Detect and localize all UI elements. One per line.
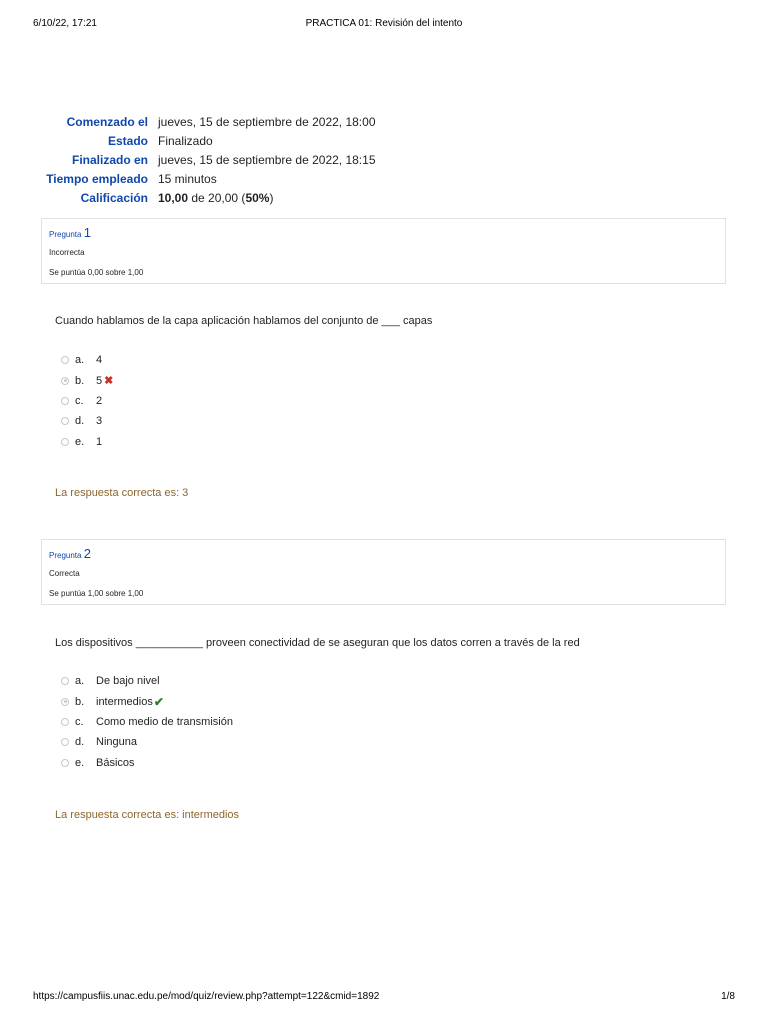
- answer-text: Ninguna: [96, 736, 137, 749]
- answer-letter: e.: [75, 756, 85, 769]
- summary-row-grade: [40, 188, 376, 207]
- summary-value: jueves, 15 de septiembre de 2022, 18:15: [158, 152, 376, 167]
- question-state: Incorrecta: [49, 248, 85, 257]
- radio-button-selected[interactable]: [61, 377, 69, 385]
- print-header: [0, 18, 768, 32]
- answer-option-a[interactable]: [61, 350, 113, 370]
- answer-text: Básicos: [96, 756, 135, 769]
- grade-obtained: 10,00: [158, 190, 189, 205]
- question-text: Cuando hablamos de la capa aplicación hablamos del conjunto de ___ capas: [55, 315, 433, 327]
- radio-button[interactable]: [61, 738, 69, 746]
- question-label: Pregunta: [49, 551, 82, 560]
- summary-row-finished: [40, 150, 376, 169]
- answer-list: [61, 671, 233, 773]
- answer-text: 5: [96, 374, 103, 387]
- answer-option-b[interactable]: [61, 691, 233, 711]
- answer-option-d[interactable]: [61, 732, 233, 752]
- answer-letter: a.: [75, 354, 85, 367]
- question-number: [49, 546, 91, 561]
- radio-button[interactable]: [61, 356, 69, 364]
- answer-letter: e.: [75, 435, 85, 448]
- answer-option-c[interactable]: [61, 712, 233, 732]
- answer-text: 2: [96, 394, 103, 407]
- answer-text: 3: [96, 415, 103, 428]
- answer-text: Como medio de transmisión: [96, 715, 233, 728]
- summary-grade-value: 10,00 de 20,00 (50%): [158, 190, 274, 205]
- summary-value: Finalizado: [158, 133, 213, 148]
- print-datetime: 6/10/22, 17:21: [33, 18, 97, 29]
- summary-label: Estado: [107, 133, 148, 148]
- answer-text: intermedios: [96, 695, 153, 708]
- radio-button[interactable]: [61, 718, 69, 726]
- radio-button[interactable]: [61, 677, 69, 685]
- right-answer-feedback: La respuesta correcta es: intermedios: [55, 809, 240, 821]
- question-label: Pregunta: [49, 230, 82, 239]
- print-url: https://campusfiis.unac.edu.pe/mod/quiz/review.php?attempt=122&cmid=1892: [33, 991, 380, 1002]
- print-footer: [0, 991, 768, 1005]
- attempt-summary: [40, 112, 460, 207]
- answer-list: [61, 350, 113, 452]
- answer-option-c[interactable]: [61, 391, 113, 411]
- answer-letter: b.: [75, 695, 85, 708]
- summary-label: Tiempo empleado: [46, 171, 148, 186]
- summary-value: 15 minutos: [158, 171, 217, 186]
- answer-option-a[interactable]: [61, 671, 233, 691]
- radio-button[interactable]: [61, 417, 69, 425]
- answer-text: 1: [96, 435, 103, 448]
- answer-letter: c.: [75, 394, 84, 407]
- question-number-value: 1: [83, 225, 91, 240]
- correct-icon: ✔: [153, 694, 164, 709]
- radio-button-selected[interactable]: [61, 698, 69, 706]
- question-number: [49, 225, 91, 240]
- answer-letter: b.: [75, 374, 85, 387]
- answer-option-b[interactable]: [61, 370, 113, 390]
- right-answer-feedback: La respuesta correcta es: 3: [55, 487, 189, 499]
- answer-text: De bajo nivel: [96, 675, 160, 688]
- radio-button[interactable]: [61, 759, 69, 767]
- question-text: Los dispositivos ___________ proveen conectividad de se aseguran que los datos corren a través de la red: [55, 637, 580, 649]
- summary-row-time-taken: [40, 169, 376, 188]
- question-state: Correcta: [49, 569, 80, 578]
- attempt-summary-table: [40, 112, 376, 207]
- print-page-title: PRACTICA 01: Revisión del intento: [305, 18, 463, 29]
- summary-value: jueves, 15 de septiembre de 2022, 18:00: [158, 114, 376, 129]
- summary-row-started: [40, 112, 376, 131]
- question-number-value: 2: [83, 546, 91, 561]
- question-grade: Se puntúa 1,00 sobre 1,00: [49, 589, 144, 598]
- question-info-2: [41, 539, 726, 605]
- radio-button[interactable]: [61, 397, 69, 405]
- incorrect-icon: ✖: [104, 375, 114, 388]
- grade-of: de 20,00: [191, 190, 239, 205]
- answer-text: 4: [96, 354, 103, 367]
- summary-row-state: [40, 131, 376, 150]
- answer-letter: a.: [75, 675, 85, 688]
- radio-button[interactable]: [61, 438, 69, 446]
- summary-label: Comenzado el: [66, 114, 148, 129]
- question-grade: Se puntúa 0,00 sobre 1,00: [49, 268, 144, 277]
- question-info-1: [41, 218, 726, 284]
- answer-letter: c.: [75, 715, 84, 728]
- answer-option-e[interactable]: [61, 753, 233, 773]
- answer-letter: d.: [75, 415, 85, 428]
- answer-letter: d.: [75, 736, 85, 749]
- answer-option-d[interactable]: [61, 411, 113, 431]
- summary-label: Finalizado en: [71, 152, 148, 167]
- summary-label: Calificación: [80, 190, 148, 205]
- print-page-number: 1/8: [721, 991, 735, 1002]
- grade-percent: 50%: [245, 190, 270, 205]
- answer-option-e[interactable]: [61, 432, 113, 452]
